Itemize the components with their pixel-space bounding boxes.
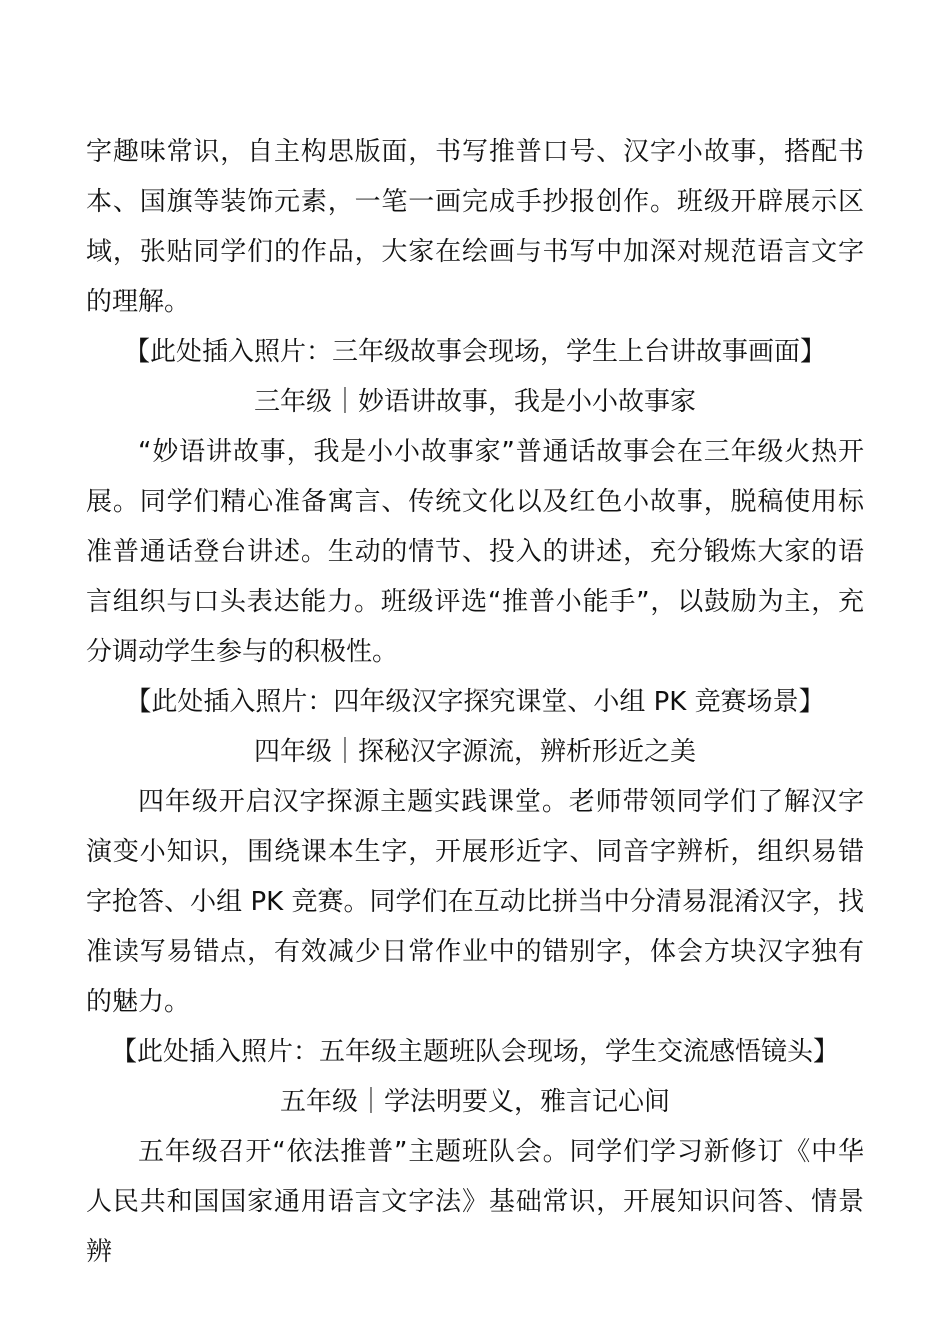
photo-placeholder-grade3: 【此处插入照片：三年级故事会现场，学生上台讲故事画面】 (123, 337, 826, 367)
document-page (86, 127, 864, 1277)
paragraph-grade3: “妙语讲故事，我是小小故事家”普通话故事会在三年级火热开展。同学们精心准备寓言、传统文化以及红色小故事，脱稿使用标准普通话登台讲述。生动的情节、投入的讲述，充分锻炼大家的语言组织与口头表达能力。班级评选“推普小能手”，以鼓励为主，充分调动学生参与的积极性。 (86, 437, 864, 667)
paragraph-grade2-continued: 字趣味常识，自主构思版面，书写推普口号、汉字小故事，搭配书本、国旗等装饰元素，一笔一画完成手抄报创作。班级开辟展示区域，张贴同学们的作品，大家在绘画与书写中加深对规范语言文字的理解。 (86, 137, 864, 317)
paragraph-grade4: 四年级开启汉字探源主题实践课堂。老师带领同学们了解汉字演变小知识，围绕课本生字，开展形近字、同音字辨析，组织易错字抢答、小组 PK 竞赛。同学们在互动比拼当中分清易混淆汉字，找准读写易错点，有效减少日常作业中的错别字，体会方块汉字独有的魅力。 (86, 787, 864, 1017)
photo-placeholder-grade4: 【此处插入照片：四年级汉字探究课堂、小组 PK 竞赛场景】 (125, 687, 825, 717)
section-heading-grade3: 三年级｜妙语讲故事，我是小小故事家 (253, 387, 696, 417)
section-heading-grade4: 四年级｜探秘汉字源流，辨析形近之美 (253, 737, 696, 767)
photo-placeholder-grade5: 【此处插入照片：五年级主题班队会现场，学生交流感悟镜头】 (110, 1037, 839, 1067)
paragraph-grade5: 五年级召开“依法推普”主题班队会。同学们学习新修订《中华人民共和国国家通用语言文字法》基础常识，开展知识问答、情景辨 (86, 1137, 864, 1267)
section-heading-grade5: 五年级｜学法明要义，雅言记心间 (279, 1087, 670, 1117)
